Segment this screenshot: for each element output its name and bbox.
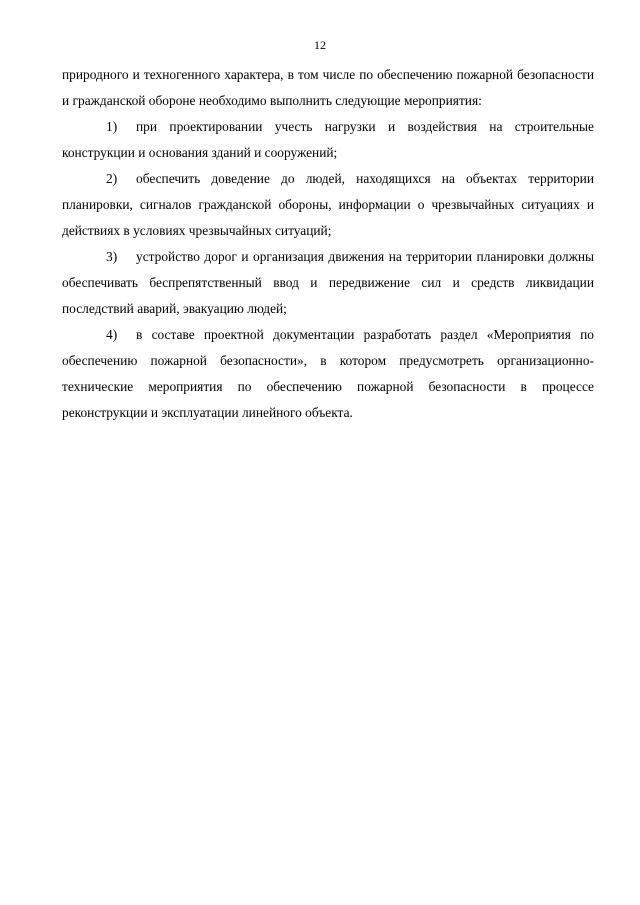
list-item-number: 2)	[106, 171, 118, 186]
list-item-number: 4)	[106, 327, 118, 342]
list-item-2	[62, 166, 594, 244]
list-item-number: 1)	[106, 119, 118, 134]
list-item-text: устройство дорог и организация движения на территории планировки должны обеспечивать беспрепятственный ввод и передвижение сил и средств ликвидации последствий аварий, эвакуацию людей;	[62, 249, 594, 316]
list-item-3	[62, 244, 594, 322]
list-item-1	[62, 114, 594, 166]
list-item-text: в составе проектной документации разработать раздел «Мероприятия по обеспечению пожарной безопасности», в котором предусмотреть организационно-технические мероприятия по обеспечению пожарной безопасности в процессе реконструкции и эксплуатации линейного объекта.	[62, 327, 594, 420]
list-item-4	[62, 322, 594, 426]
list-item-number: 3)	[106, 249, 118, 264]
list-item-text: обеспечить доведение до людей, находящихся на объектах территории планировки, сигналов гражданской обороны, информации о чрезвычайных ситуациях и действиях в условиях чрезвычайных ситуаций;	[62, 171, 594, 238]
intro-paragraph: природного и техногенного характера, в том числе по обеспечению пожарной безопасности и гражданской обороне необходимо выполнить следующие мероприятия:	[62, 67, 594, 108]
list-item-text: при проектировании учесть нагрузки и воздействия на строительные конструкции и основания зданий и сооружений;	[62, 119, 594, 160]
document-body	[62, 62, 594, 426]
page-number: 12	[314, 38, 326, 52]
